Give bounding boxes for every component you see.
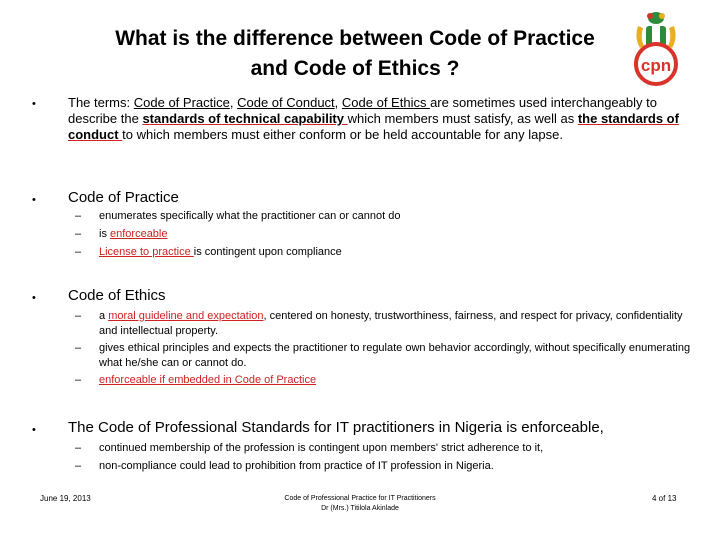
term-code-of-ethics: Code of Ethics (341, 95, 431, 110)
slide-title (60, 24, 650, 84)
practice-item-2: is enforceable (99, 228, 168, 240)
footer-page-number: 4 of 13 (652, 494, 677, 503)
ethics-item-2: gives ethical principles and expects the practitioner to regulate own behavior accordingly, without specifically enumerating what he/she can or cannot do. (99, 342, 691, 369)
title-line-1: What is the difference between Code of Practice (115, 27, 595, 50)
enforceable-embedded-link[interactable]: enforceable if embedded in Code of Practice (99, 374, 317, 386)
term-standards-technical: standards of technical capability (142, 111, 348, 126)
dash-icon: – (75, 460, 82, 472)
logo-text: cpn (640, 56, 672, 75)
title-line-2: and Code of Ethics ? (250, 57, 460, 80)
dash-icon: – (75, 310, 82, 322)
ethics-item-3 (99, 373, 699, 388)
cpn-logo (628, 8, 684, 86)
practice-item-1: enumerates specifically what the practitioner can or cannot do (99, 210, 401, 222)
license-link[interactable]: License to practice (99, 246, 194, 258)
bullet-icon: • (32, 292, 36, 304)
intro-paragraph: The terms: Code of Practice, Code of Conduct, Code of Ethics are sometimes used interchangeably to describe the standards of technical capability which members must satisfy, as well as the standards of conduct to which members must either conform or be held accountable for any lapse. (68, 95, 679, 142)
practice-item-3: License to practice is contingent upon compliance (99, 246, 342, 258)
dash-icon: – (75, 246, 82, 258)
dash-icon: – (75, 374, 82, 386)
dash-icon: – (75, 342, 82, 354)
nigeria-heading: The Code of Professional Standards for IT practitioners in Nigeria is enforceable, (68, 419, 604, 436)
footer-author: Dr (Mrs.) Titilola Akinlade (321, 505, 399, 512)
bullet-icon: • (32, 98, 36, 110)
term-code-of-conduct: Code of Conduct (237, 95, 335, 110)
ethics-item-1: a moral guideline and expectation, centered on honesty, trustworthiness, fairness, and respect for privacy, confidentiality and intellectual property. (99, 310, 683, 337)
dash-icon: – (75, 228, 82, 240)
term-code-of-practice: Code of Practice (133, 95, 230, 110)
footer-date: June 19, 2013 (40, 494, 91, 503)
footer-center (250, 494, 470, 514)
nigeria-item-1: continued membership of the profession is contingent upon members' strict adherence to it, (99, 442, 544, 454)
nigeria-item-2: non-compliance could lead to prohibition from practice of IT profession in Nigeria. (99, 460, 494, 472)
ethics-heading: Code of Ethics (68, 287, 166, 304)
bullet-icon: • (32, 194, 36, 206)
dash-icon: – (75, 442, 82, 454)
footer-course: Code of Professional Practice for IT Practitioners (284, 495, 436, 502)
moral-guideline-link[interactable]: moral guideline and expectation (108, 310, 264, 322)
term-standards-conduct: the standards of conduct (68, 111, 679, 142)
bullet-icon: • (32, 424, 36, 436)
dash-icon: – (75, 210, 82, 222)
enforceable-link[interactable]: enforceable (110, 228, 168, 240)
practice-heading: Code of Practice (68, 189, 179, 206)
